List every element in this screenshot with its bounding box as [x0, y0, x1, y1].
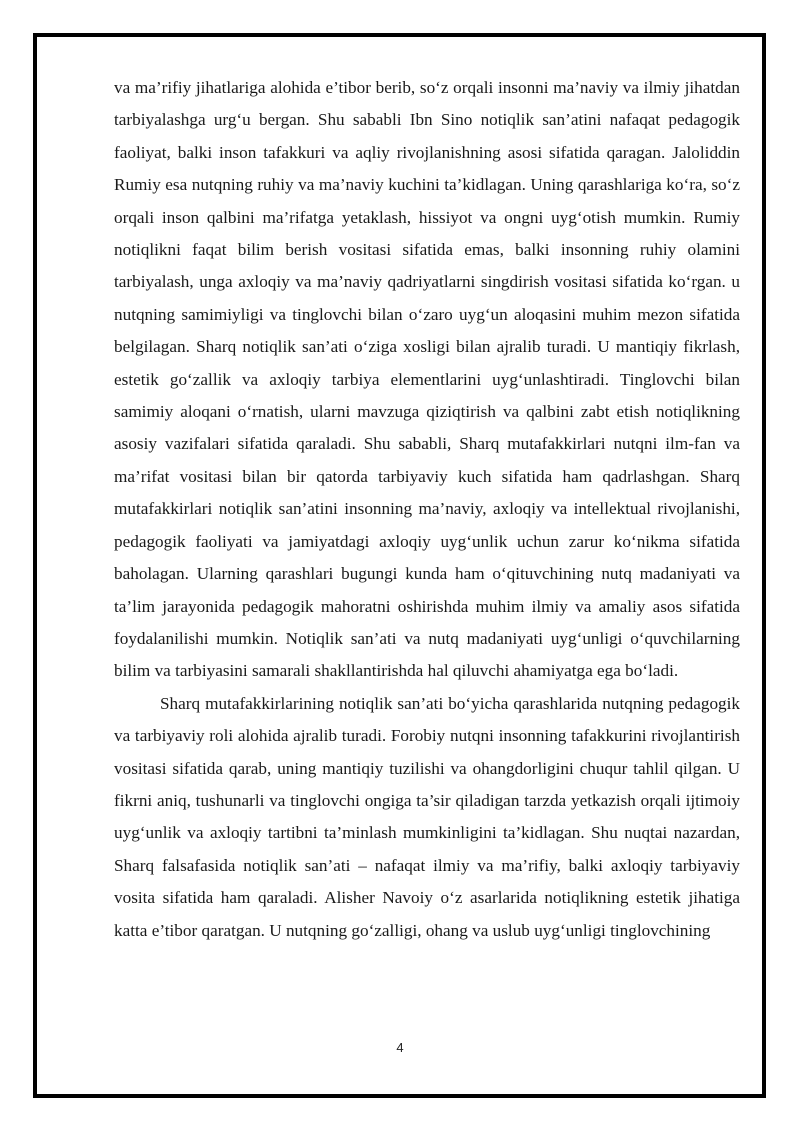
body-paragraph: Sharq mutafakkirlarining notiqlik san’ati bo‘yicha qarashlarida nutqning pedagogik va tarbiyaviy roli alohida ajralib turadi. Forobiy nutqni insonning tafakkurini rivojlantirish vositasi sifatida qarab, uning mantiqiy tuzilishi va ohangdorligini chuqur tahlil qilgan. U fikrni aniq, tushunarli va tinglovchi ongiga ta’sir qiladigan tarzda yetkazish orqali ijtimoiy uyg‘unlik va axloqiy tartibni ta’minlash mumkinligini ta’kidlagan. Shu nuqtai nazardan, Sharq falsafasida notiqlik san’ati – nafaqat ilmiy va ma’rifiy, balki axloqiy tarbiyaviy vosita sifatida ham qaraladi. Alisher Navoiy o‘z asarlarida notiqlikning estetik jihatiga katta e’tibor qaratgan. U nutqning go‘zalligi, ohang va uslub uyg‘unligi tinglovchining [114, 693, 740, 940]
body-paragraph: va ma’rifiy jihatlariga alohida e’tibor berib, so‘z orqali insonni ma’naviy va ilmiy jihatdan tarbiyalashga urg‘u bergan. Shu sababli Ibn Sino notiqlik san’atini nafaqat pedagogik faoliyat, balki inson tafakkuri va aqliy rivojlanishning asosi sifatida qaragan. Jaloliddin Rumiy esa nutqning ruhiy va ma’naviy kuchini ta’kidlagan. Uning qarashlariga ko‘ra, so‘z orqali inson qalbini ma’rifatga yetaklash, hissiyot va ongni uyg‘otish mumkin. Rumiy notiqlikni faqat bilim berish vositasi sifatida emas, balki insonning ruhiy olamini tarbiyalash, unga axloqiy va ma’naviy qadriyatlarni singdirish vositasi sifatida ko‘rgan. u nutqning samimiyligi va tinglovchi bilan o‘zaro uyg‘un aloqasini muhim mezon sifatida belgilagan. Sharq notiqlik san’ati o‘ziga xosligi bilan ajralib turadi. U mantiqiy fikrlash, estetik go‘zallik va axloqiy tarbiya elementlarini uyg‘unlashtiradi. Tinglovchi bilan samimiy aloqani o‘rnatish, ularni mavzuga qiziqtirish va qalbini zabt etish notiqlikning asosiy vazifalari sifatida qaraladi. Shu sababli, Sharq mutafakkirlari nutqni ilm-fan va ma’rifat vositasi bilan bir qatorda tarbiyaviy kuch sifatida ham qadrlashgan. Sharq mutafakkirlari notiqlik san’atini insonning ma’naviy, axloqiy va intellektual rivojlanishi, pedagogik faoliyati va jamiyatdagi axloqiy uyg‘unlik uchun zarur ko‘nikma sifatida baholagan. Ularning qarashlari bugungi kunda ham o‘qituvchining nutq madaniyati va ta’lim jarayonida pedagogik mahoratni oshirishda muhim ilmiy va amaliy asos sifatida foydalanilishi mumkin. Notiqlik san’ati va nutq madaniyati uyg‘unligi o‘quvchilarning bilim va tarbiyasini samarali shakllantirishda hal qiluvchi ahamiyatga ega bo‘ladi. [114, 78, 740, 681]
page-number: 4 [396, 1040, 404, 1055]
page-body [114, 72, 740, 947]
